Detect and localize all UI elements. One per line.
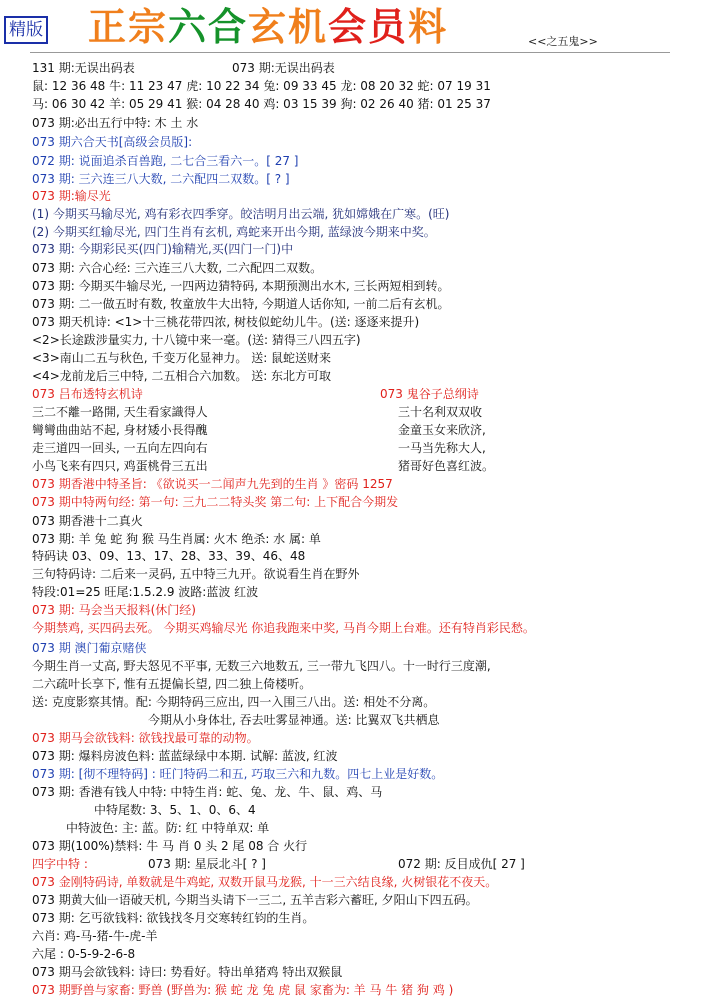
text-line: 073 鬼谷子总纲诗 [380, 387, 479, 401]
text-line: 猪哥好色喜红波。 [398, 459, 495, 473]
text-line: 中特波色: 主: 蓝。防: 红 中特单双: 单 [66, 821, 270, 835]
text-line: 三十名利双双收 [398, 405, 483, 419]
text-line: 三句特码诗: 二后来一灵码, 五中特三九开。欲说看生肖在野外 [32, 567, 360, 581]
text-line: 金童玉女来欣济, [398, 423, 486, 437]
page-title [88, 4, 448, 50]
text-line: 六肖: 鸡-马-猪-牛-虎-羊 [32, 929, 158, 943]
text-line: 073 期: 乞丐欲钱料: 欲钱找冬月交寒转红钧的生肖。 [32, 911, 315, 925]
text-line: 072 期: 反目成仇[ 27 ] [398, 857, 525, 871]
text-line: 今期生肖一丈高, 野夫怒见不平事, 无数三六地数五, 三一带九飞四八。十一时行三度潮, [32, 659, 491, 673]
text-line: <3>南山二五与秋色, 千变万化显神力。 送: 鼠蛇送财来 [32, 351, 332, 365]
text-line: 彎彎曲曲站不起, 身材矮小長得醜 [32, 423, 208, 437]
text-line: 二六疏叶长享下, 惟有五提偏长望, 四二独上倚楼听。 [32, 677, 312, 691]
title-part-4: 会员 [328, 4, 409, 49]
text-line: 小鸟飞来有四只, 鸡蛋桃骨三五出 [32, 459, 208, 473]
title-part-1: 正宗 [88, 4, 169, 49]
text-line: 073 期六合天书[高级会员版]: [32, 135, 193, 149]
text-line: 131 期:无误出码表 [32, 61, 135, 75]
text-line: 073 期: 香港有钱人中特: 中特生肖: 蛇、兔、龙、牛、鼠、鸡、马 [32, 785, 383, 799]
page-subtitle: <<之五鬼>> [528, 35, 598, 48]
text-line: 073 期: [彻不理特码] : 旺门特码二和五, 巧取三六和九数。四七上业是好数。 [32, 767, 444, 781]
text-line: <2>长途跋涉量实力, 十八镜中来一毫。(送: 猜得三八四五字) [32, 333, 361, 347]
title-part-3: 玄机 [248, 4, 329, 49]
text-line: 中特尾数: 3、5、1、0、6、4 [94, 803, 256, 817]
text-line: 073 期香港十二真火 [32, 514, 143, 528]
title-part-2: 六合 [168, 4, 249, 49]
text-line: 073 期天机诗: <1>十三桃花带四浓, 树枝似蛇幼儿牛。(送: 逐逐来提升) [32, 315, 420, 329]
text-line: 073 期黄大仙一语破天机, 今期当头请下一三二, 五羊吉彩六蓄旺, 夕阳山下四五码。 [32, 893, 478, 907]
text-line: 073 期: 马会当天报料(休门经) [32, 603, 196, 617]
text-line: 今期从小身体壮, 吞去吐雾显神通。送: 比翼双飞共栖息 [148, 713, 440, 727]
text-line: 四字中特 : [32, 857, 88, 871]
text-line: 073 期: 三六连三八大数, 二六配四二双数。[ ? ] [32, 172, 290, 186]
badge-label: 精版 [4, 16, 48, 44]
text-line: 073 期中特两句经: 第一句: 三九二二特头奖 第二句: 上下配合今期发 [32, 495, 399, 509]
text-line: 073 期马会欲钱料: 欲钱找最可靠的动物。 [32, 731, 259, 745]
text-line: 073 期: 星辰北斗[ ? ] [148, 857, 266, 871]
title-part-5: 料 [408, 4, 449, 49]
text-line: 073 期:输尽光 [32, 189, 111, 203]
text-line: 一马当先称大人, [398, 441, 486, 455]
text-line: 三二不離一路開, 天生看家識得人 [32, 405, 208, 419]
text-line: 六尾 : 0-5-9-2-6-8 [32, 947, 136, 961]
text-line: 073 期:无误出码表 [232, 61, 335, 75]
text-line: 073 期香港中特圣旨: 《欲说买一二闻声九先到的生肖 》密码 1257 [32, 477, 393, 491]
text-line: 072 期: 说面追杀百兽跑, 二七合三看六一。[ 27 ] [32, 154, 299, 168]
text-line: 特段:01=25 旺尾:1.5.2.9 波路:蓝波 红波 [32, 585, 259, 599]
text-line: 鼠: 12 36 48 牛: 11 23 47 虎: 10 22 34 兔: 09 33 45 龙: 08 20 32 蛇: 07 19 31 [32, 79, 491, 93]
text-line: 073 期:必出五行中特: 木 土 水 [32, 116, 199, 130]
text-line: (1) 今期买马输尽光, 鸡有彩衣四季穿。皎洁明月出云端, 犹如嫦娥在广寒。(旺) [32, 207, 450, 221]
text-line: 073 期马会欲钱料: 诗曰: 势看好。特出单猪鸡 特出双猴鼠 [32, 965, 343, 979]
text-line: 073 期: 羊 兔 蛇 狗 猴 马生肖属: 火木 绝杀: 水 属: 单 [32, 532, 321, 546]
text-line: 073 金刚特码诗, 单数就是牛鸡蛇, 双数开鼠马龙猴, 十一三六结良缘, 火树银花不夜天。 [32, 875, 498, 889]
text-line: 马: 06 30 42 羊: 05 29 41 猴: 04 28 40 鸡: 03 15 39 狗: 02 26 40 猪: 01 25 37 [32, 97, 491, 111]
text-line: 特码诀 03、09、13、17、28、33、39、46、48 [32, 549, 306, 563]
text-line: 073 期(100%)禁料: 牛 马 肖 0 头 2 尾 08 合 火行 [32, 839, 308, 853]
text-line: 073 期 澳门葡京赌侠 [32, 641, 147, 655]
text-line: 今期禁鸡, 买四码去死。 今期买鸡输尽光 你追我跑来中奖, 马肖今期上台难。还有特肖彩民愁。 [32, 621, 535, 635]
text-line: 073 期: 二一做五时有数, 牧童放牛大出特, 今期道人话你知, 一前二后有玄机。 [32, 297, 450, 311]
text-line: 073 期: 今期买牛输尽光, 一四两边猜特码, 本期预测出水木, 三长两短相到转。 [32, 279, 450, 293]
text-line: 走三道四一回头, 一五向左四向右 [32, 441, 208, 455]
text-line: 073 期野兽与家畜: 野兽 (野兽为: 猴 蛇 龙 兔 虎 鼠 家畜为: 羊 马 牛 猪 狗 鸡 ) [32, 983, 454, 997]
text-line: 073 期: 今期彩民买(四门)输精光,买(四门一门)中 [32, 242, 294, 256]
header-divider [30, 52, 670, 53]
text-line: 073 吕布透特玄机诗 [32, 387, 143, 401]
text-line: 送: 克度影察其情。配: 今期特码三应出, 四一入围三八出。送: 相处不分离。 [32, 695, 436, 709]
text-line: (2) 今期买红输尽光, 四门生肖有玄机, 鸡蛇来开出今期, 蓝绿波今期来中奖。 [32, 225, 436, 239]
text-line: 073 期: 六合心经: 三六连三八大数, 二六配四二双数。 [32, 261, 323, 275]
text-line: <4>龙前龙后三中特, 二五相合六加数。 送: 东北方可取 [32, 369, 332, 383]
text-line: 073 期: 爆料房波色料: 蓝蓝绿绿中本期. 试解: 蓝波, 红波 [32, 749, 338, 763]
